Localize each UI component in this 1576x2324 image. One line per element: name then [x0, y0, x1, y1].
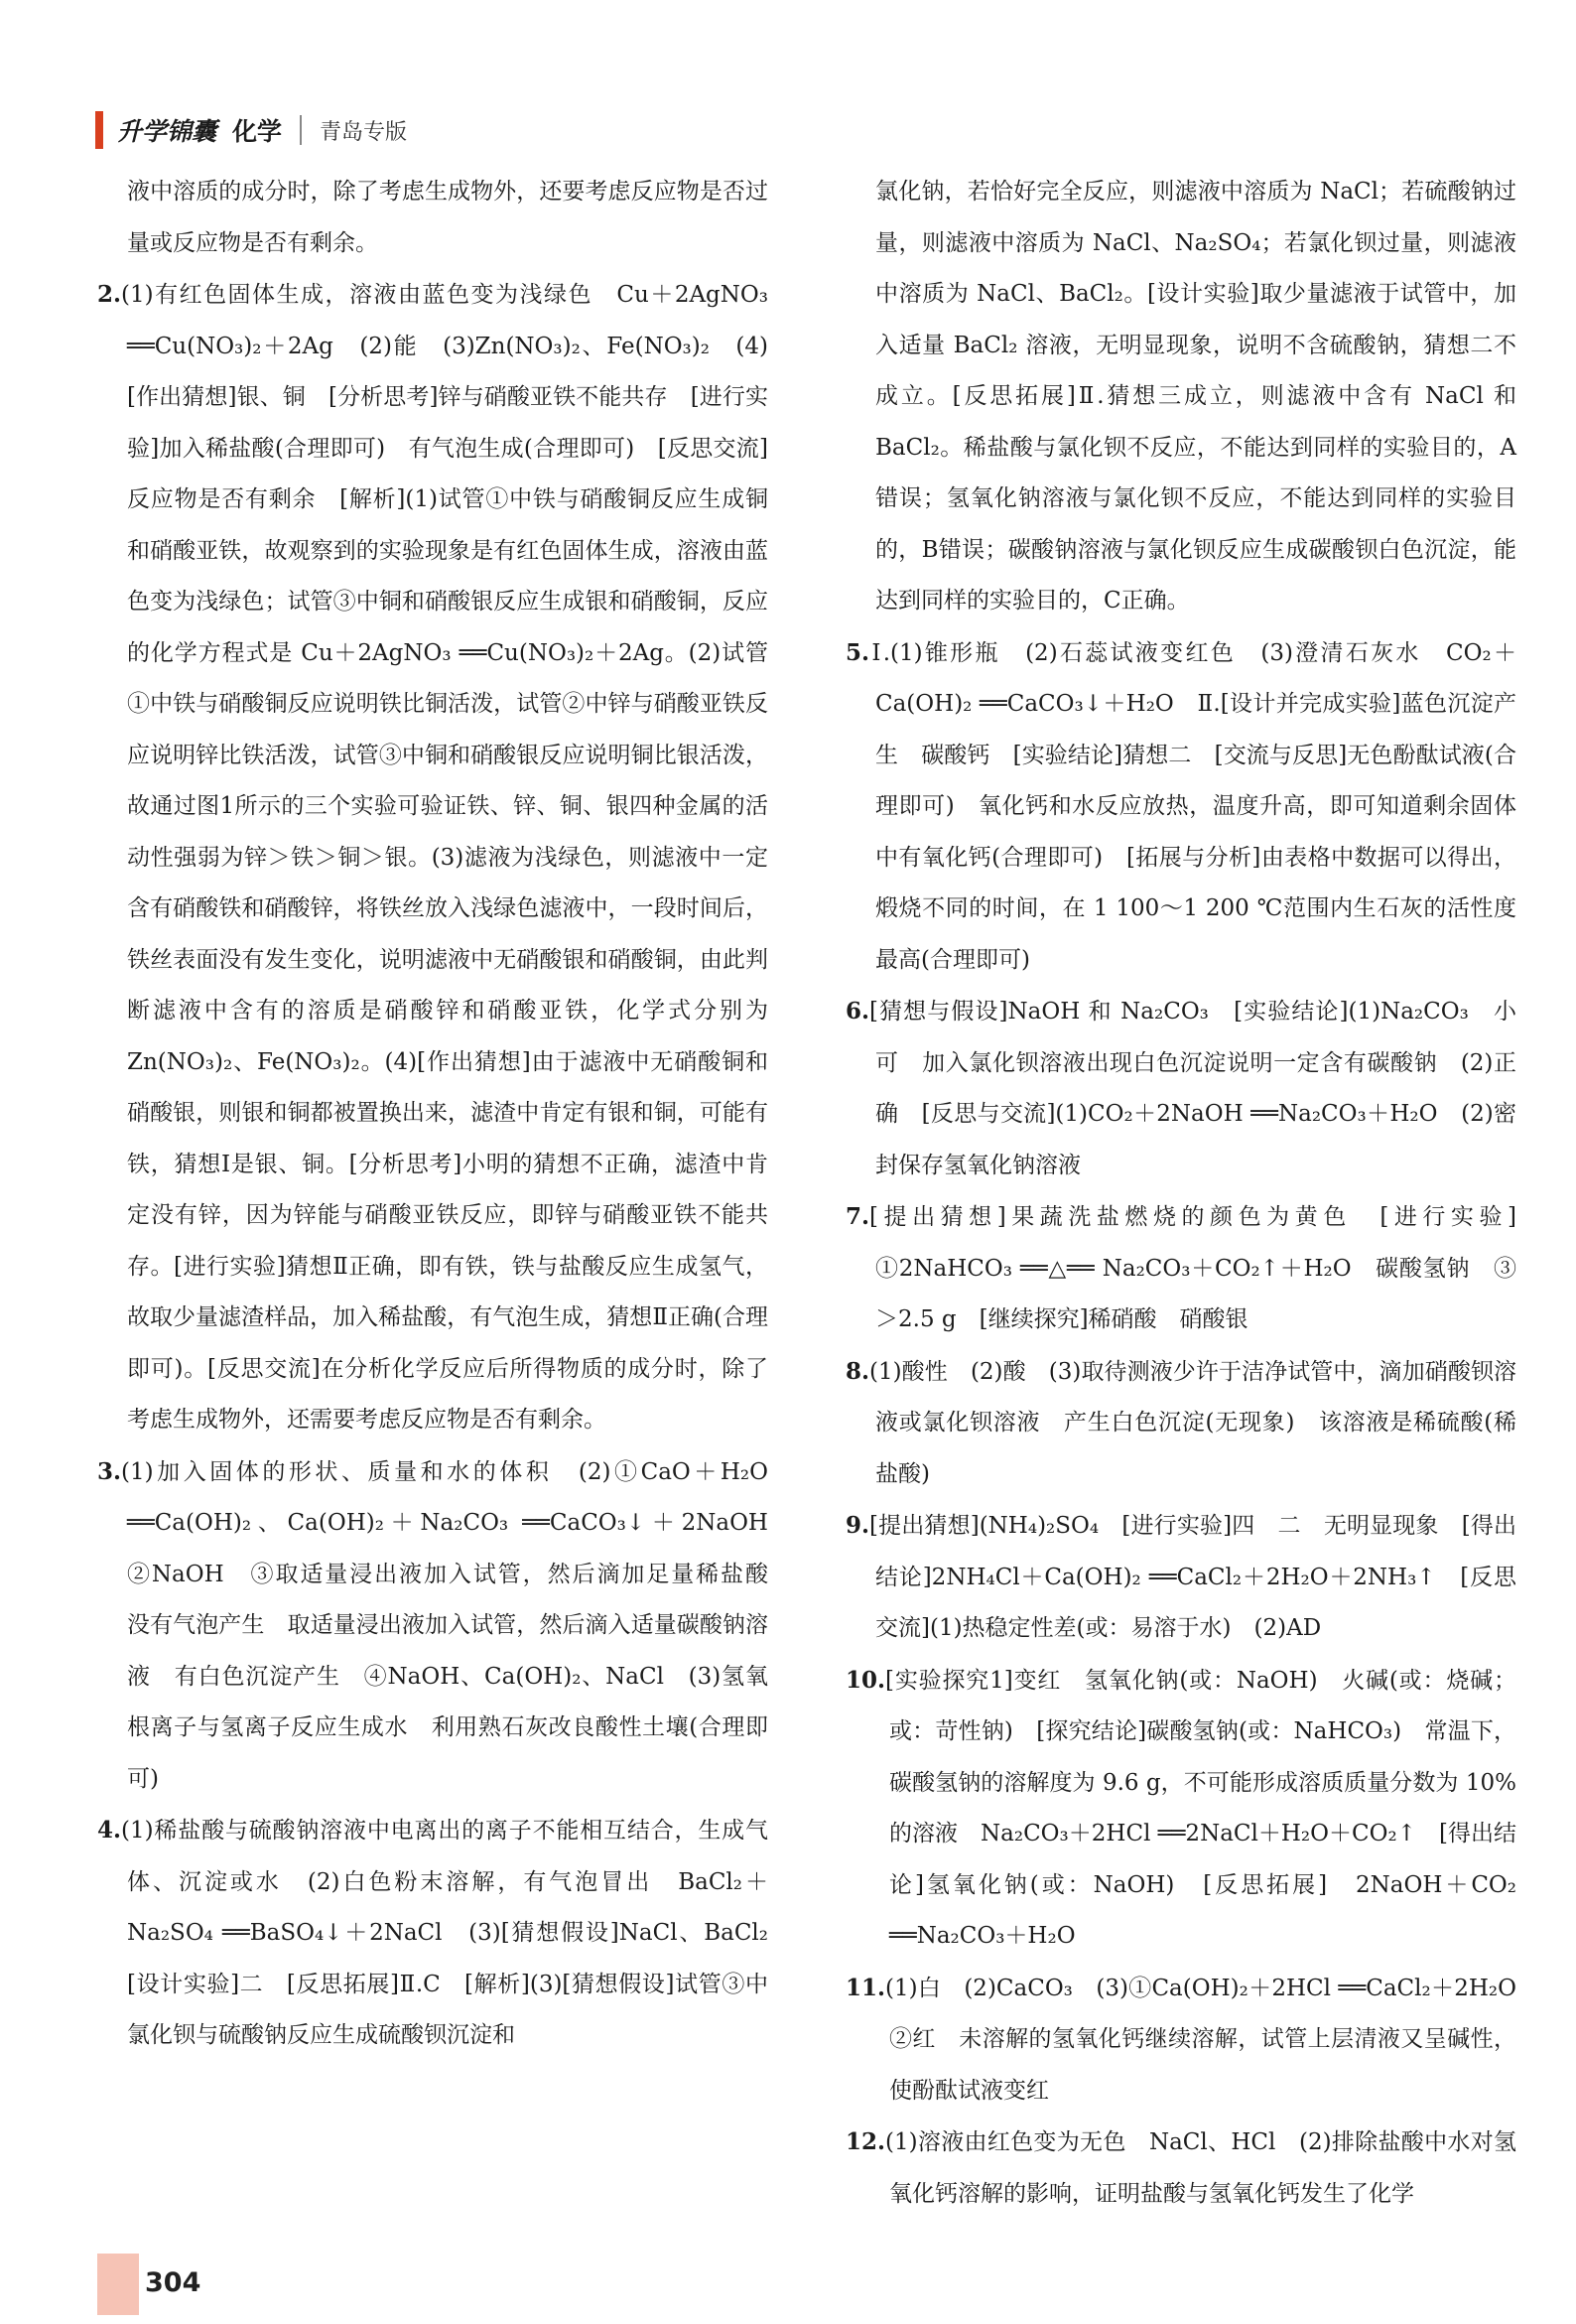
answer-number: 12. [846, 2128, 886, 2155]
page-footer [97, 2254, 201, 2315]
edition-label: 青岛专版 [320, 119, 408, 145]
answer-number: 11. [846, 1974, 886, 2001]
answer-item-8 [846, 1346, 1516, 1501]
answer-text: [实验探究1]变红 氢氧化钠(或：NaOH) 火碱(或：烧碱；或：苛性钠) [探究结论]碳酸氢钠(或：NaHCO₃) 常温下，碳酸氢钠的溶解度为 9.6 g，不可能形成溶质质量分数为 10% 的溶液 Na₂CO₃＋2HCl ══2NaCl＋H₂O＋CO₂↑ [得出结论]氢氧化钠(或：NaOH) [反思拓展] 2NaOH＋CO₂ ══Na₂CO₃＋H₂O [885, 1667, 1516, 1949]
left-column [97, 167, 791, 2062]
answer-text: 氯化钠，若恰好完全反应，则滤液中溶质为 NaCl；若硫酸钠过量，则滤液中溶质为 NaCl、Na₂SO₄；若氯化钡过量，则滤液中溶质为 NaCl、BaCl₂。[设计实验]取少量滤液于试管中，加入适量 BaCl₂ 溶液，无明显现象，说明不含硫酸钠，猜想二不成立。[反思拓展]Ⅱ.猜想三成立，则滤液中含有 NaCl 和 BaCl₂。稀盐酸与氯化钡不反应，不能达到同样的实验目的，A错误；氢氧化钠溶液与氯化钡不反应，不能达到同样的实验目的，B错误；碳酸钠溶液与氯化钡反应生成碳酸钡白色沉淀，能达到同样的实验目的，C正确。 [875, 179, 1516, 614]
answer-item-5 [846, 627, 1516, 987]
answer-item-2 [97, 269, 768, 1446]
answer-item-11 [846, 1963, 1539, 2118]
subject-label: 化学 [232, 117, 283, 146]
answer-item-9 [846, 1500, 1516, 1655]
answer-text: [猜想与假设]NaOH 和 Na₂CO₃ [实验结论](1)Na₂CO₃ 小可 加入氯化钡溶液出现白色沉淀说明一定含有碳酸钠 (2)正确 [反思与交流](1)CO₂＋2NaOH ══Na₂CO₃＋H₂O (2)密封保存氢氧化钠溶液 [869, 999, 1516, 1178]
answer-text: [提出猜想]果蔬洗盐燃烧的颜色为黄色 [进行实验] ①2NaHCO₃ ══△══ Na₂CO₃＋CO₂↑＋H₂O 碳酸氢钠 ③＞2.5 g [继续探究]稀硝酸 硝酸银 [869, 1204, 1539, 1332]
answer-text: (1)溶液由红色变为无色 NaCl、HCl (2)排除盐酸中水对氢氧化钙溶解的影响，证明盐酸与氢氧化钙发生了化学 [885, 2129, 1516, 2207]
answer-item-10 [846, 1655, 1516, 1963]
answer-number: 5. [846, 638, 870, 666]
brand-title: 升学锦囊 [117, 117, 217, 146]
answer-number: 6. [846, 998, 870, 1025]
right-column [846, 167, 1539, 2220]
answer-text: 液中溶质的成分时，除了考虑生成物外，还要考虑反应物是否过量或反应物是否有剩余。 [127, 179, 768, 256]
answer-text: (1)酸性 (2)酸 (3)取待测液少许于洁净试管中，滴加硝酸钡溶液或氯化钡溶液 产生白色沉淀(无现象) 该溶液是稀硫酸(稀盐酸) [869, 1358, 1516, 1487]
answer-number: 9. [846, 1512, 870, 1539]
answer-text: (1)有红色固体生成，溶液由蓝色变为浅绿色 Cu＋2AgNO₃ ══Cu(NO₃)₂＋2Ag (2)能 (3)Zn(NO₃)₂、Fe(NO₃)₂ (4)[作出猜想]银、铜 [分析思考]锌与硝酸亚铁不能共存 [进行实验]加入稀盐酸(合理即可) 有气泡生成(合理即可) [反思交流]反应物是否有剩余 [解析](1)试管①中铁与硝酸铜反应生成铜和硝酸亚铁，故观察到的实验现象是有红色固体生成，溶液由蓝色变为浅绿色；试管③中铜和硝酸银反应生成银和硝酸铜，反应的化学方程式是 Cu＋2AgNO₃ ══Cu(NO₃)₂＋2Ag。(2)试管①中铁与硝酸铜反应说明铁比铜活泼，试管②中锌与硝酸亚铁反应说明锌比铁活泼，试管③中铜和硝酸银反应说明铜比银活泼，故通过图1所示的三个实验可验证铁、锌、铜、银四种金属的活动性强弱为锌＞铁＞铜＞银。(3)滤液为浅绿色，则滤液中一定含有硝酸铁和硝酸锌，将铁丝放入浅绿色滤液中，一段时间后，铁丝表面没有发生变化，说明滤液中无硝酸银和硝酸铜，由此判断滤液中含有的溶质是硝酸锌和硝酸亚铁，化学式分别为 Zn(NO₃)₂、Fe(NO₃)₂。(4)[作出猜想]由于滤液中无硝酸铜和硝酸银，则银和铜都被置换出来，滤渣中肯定有银和铜，可能有铁，猜想Ⅰ是银、铜。[分析思考]小明的猜想不正确，滤渣中肯定没有锌，因为锌能与硝酸亚铁反应，即锌与硝酸亚铁不能共存。[进行实验]猜想Ⅱ正确，即有铁，铁与盐酸反应生成氢气，故取少量滤渣样品，加入稀盐酸，有气泡生成，猜想Ⅱ正确(合理即可)。[反思交流]在分析化学反应后所得物质的成分时，除了考虑生成物外，还需要考虑反应物是否有剩余。 [121, 282, 768, 1433]
answer-item-3 [97, 1446, 791, 1806]
answer-text: (1)白 (2)CaCO₃ (3)①Ca(OH)₂＋2HCl ══CaCl₂＋2H₂O ②红 未溶解的氢氧化钙继续溶解，试管上层清液又呈碱性，使酚酞试液变红 [885, 1975, 1539, 2104]
header-accent-bar [95, 111, 103, 149]
answer-item-4 [97, 1805, 791, 2062]
answer-item-6 [846, 986, 1516, 1191]
answer-number: 8. [846, 1357, 870, 1385]
answer-number: 4. [97, 1817, 122, 1844]
page-number: 304 [145, 2267, 201, 2298]
answer-text: Ⅰ.(1)锥形瓶 (2)石蕊试液变红色 (3)澄清石灰水 CO₂＋Ca(OH)₂ ══CaCO₃↓＋H₂O Ⅱ.[设计并完成实验]蓝色沉淀产生 碳酸钙 [实验结论]猜想二 [交流与反思]无色酚酞试液(合理即可) 氧化钙和水反应放热，温度升高，即可知道剩余固体中有氧化钙(合理即可) [拓展与分析]由表格中数据可以得出，煅烧不同的时间，在 1 100～1 200 ℃范围内生石灰的活性度最高(合理即可) [869, 639, 1516, 973]
answer-item-12 [846, 2117, 1516, 2220]
answer-number: 3. [97, 1457, 122, 1485]
answer-continuation [97, 167, 768, 269]
header-divider [300, 115, 302, 145]
answer-continuation [846, 167, 1516, 627]
answer-text: (1)稀盐酸与硫酸钠溶液中电离出的离子不能相互结合，生成气体、沉淀或水 (2)白色粉末溶解，有气泡冒出 BaCl₂＋Na₂SO₄ ══BaSO₄↓＋2NaCl (3)[猜想假设]NaCl、BaCl₂ [设计实验]二 [反思拓展]Ⅱ.C [解析](3)[猜想假设]试管③中氯化钡与硫酸钠反应生成硫酸钡沉淀和 [121, 1818, 791, 2048]
answer-item-7 [846, 1191, 1539, 1346]
answer-text: [提出猜想](NH₄)₂SO₄ [进行实验]四 二 无明显现象 [得出结论]2NH₄Cl＋Ca(OH)₂ ══CaCl₂＋2H₂O＋2NH₃↑ [反思交流](1)热稳定性差(或：易溶于水) (2)AD [869, 1513, 1516, 1641]
answer-number: 7. [846, 1203, 870, 1230]
answer-text: (1)加入固体的形状、质量和水的体积 (2)①CaO＋H₂O ══Ca(OH)₂、Ca(OH)₂＋Na₂CO₃ ══CaCO₃↓＋2NaOH ②NaOH ③取适量浸出液加入试管，然后滴加足量稀盐酸 没有气泡产生 取适量浸出液加入试管，然后滴入适量碳酸钠溶液 有白色沉淀产生 ④NaOH、Ca(OH)₂、NaCl (3)氢氧根离子与氢离子反应生成水 利用熟石灰改良酸性土壤(合理即可) [121, 1458, 791, 1792]
answer-number: 2. [97, 281, 122, 308]
footer-tab [97, 2254, 139, 2315]
answer-number: 10. [846, 1666, 886, 1694]
page-header [95, 107, 407, 153]
